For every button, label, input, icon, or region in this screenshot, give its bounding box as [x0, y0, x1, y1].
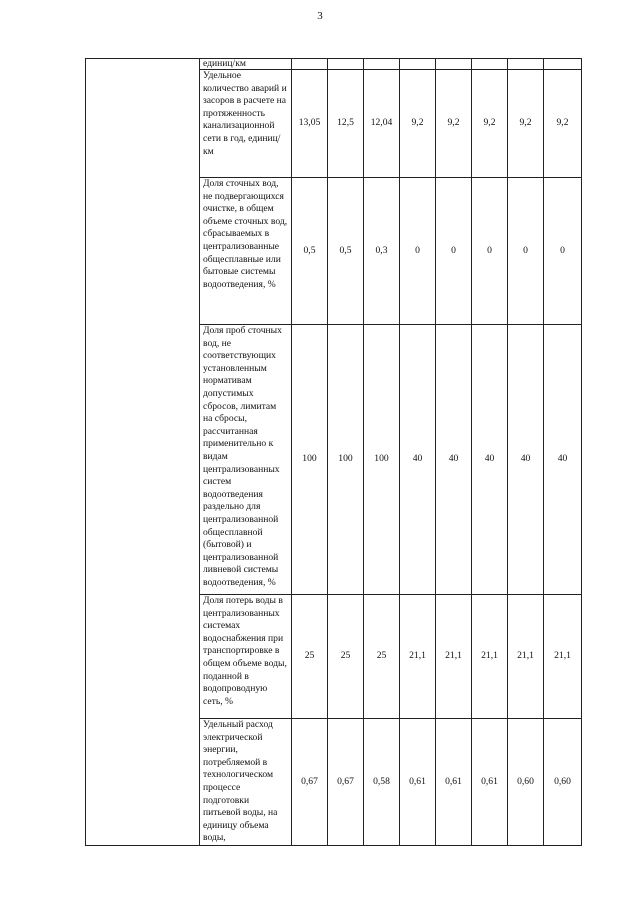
page-number: 3	[317, 10, 323, 22]
value-cell	[544, 59, 582, 70]
value-cell: 0	[544, 178, 582, 325]
value-cell: 0	[508, 178, 544, 325]
value-cell: 25	[328, 595, 364, 719]
value-cell: 0,61	[436, 719, 472, 846]
value-cell: 9,2	[436, 70, 472, 178]
value-cell: 0,3	[364, 178, 400, 325]
value-cell: 21,1	[544, 595, 582, 719]
value-cell: 40	[400, 325, 436, 595]
value-cell: 0,61	[400, 719, 436, 846]
value-cell: 100	[364, 325, 400, 595]
value-cell: 0,5	[328, 178, 364, 325]
value-cell	[400, 59, 436, 70]
value-cell: 13,05	[292, 70, 328, 178]
value-cell: 9,2	[472, 70, 508, 178]
value-cell: 21,1	[436, 595, 472, 719]
indicators-table	[85, 58, 582, 846]
value-cell: 0,61	[472, 719, 508, 846]
value-cell: 0	[400, 178, 436, 325]
indicator-label: Доля сточных вод, не подвергающихся очистке, в общем объеме сточных вод, сбрасываемых в централизованные общесплавные или бытовые системы водоотведения, %	[200, 178, 292, 325]
value-cell: 0,60	[544, 719, 582, 846]
value-cell: 40	[544, 325, 582, 595]
value-cell: 25	[364, 595, 400, 719]
indicator-label: единиц/км	[200, 59, 292, 70]
value-cell: 40	[472, 325, 508, 595]
value-cell: 0	[436, 178, 472, 325]
value-cell	[328, 59, 364, 70]
value-cell: 12,04	[364, 70, 400, 178]
value-cell: 0,5	[292, 178, 328, 325]
indicator-label: Доля потерь воды в централизованных системах водоснабжения при транспортировке в общем объеме воды, поданной в водопроводную сеть, %	[200, 595, 292, 719]
value-cell: 0,67	[328, 719, 364, 846]
indicator-label: Доля проб сточных вод, не соответствующих установленным нормативам допустимых сбросов, лимитам на сбросы, рассчитанная применительно к видам централизованных систем водоотведения раздельно для централизованной общесплавной (бытовой) и централизованной ливневой системы водоотведения, %	[200, 325, 292, 595]
value-cell	[364, 59, 400, 70]
value-cell: 0,60	[508, 719, 544, 846]
value-cell: 40	[508, 325, 544, 595]
table-body	[86, 59, 582, 846]
value-cell: 100	[328, 325, 364, 595]
value-cell: 0	[472, 178, 508, 325]
value-cell	[472, 59, 508, 70]
value-cell	[436, 59, 472, 70]
table-row	[86, 59, 582, 70]
value-cell: 25	[292, 595, 328, 719]
indicator-label: Удельный расход электрической энергии, потребляемой в технологическом процессе подготовки питьевой воды, на единицу объема воды,	[200, 719, 292, 846]
value-cell: 21,1	[472, 595, 508, 719]
value-cell: 0,58	[364, 719, 400, 846]
indicator-label: Удельное количество аварий и засоров в расчете на протяженность канализационной сети в год, единиц/км	[200, 70, 292, 178]
value-cell: 9,2	[508, 70, 544, 178]
value-cell: 12,5	[328, 70, 364, 178]
value-cell: 40	[436, 325, 472, 595]
row-group-cell	[86, 59, 200, 846]
value-cell: 100	[292, 325, 328, 595]
value-cell	[292, 59, 328, 70]
value-cell	[508, 59, 544, 70]
value-cell: 0,67	[292, 719, 328, 846]
value-cell: 21,1	[400, 595, 436, 719]
value-cell: 9,2	[400, 70, 436, 178]
value-cell: 21,1	[508, 595, 544, 719]
value-cell: 9,2	[544, 70, 582, 178]
